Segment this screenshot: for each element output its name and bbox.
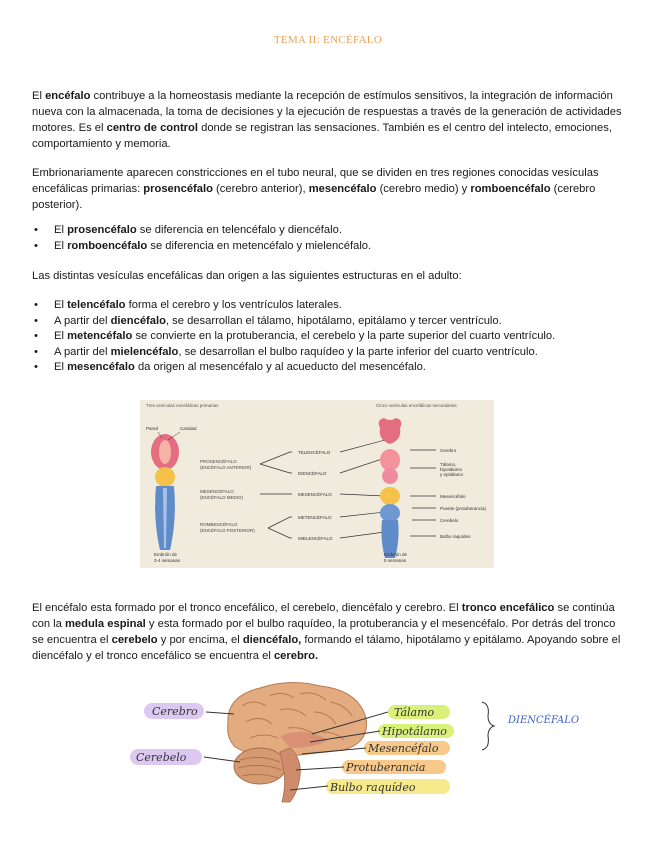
r-cerebelo-label: Cerebelo (440, 518, 459, 523)
cerebelo-label: Cerebelo (136, 751, 187, 764)
rombencefalo-sub: (ENCÉFALO POSTERIOR) (200, 528, 255, 533)
protuberancia-label: Protuberancia (346, 761, 426, 774)
mielencefalo-label: MIELENCÉFALO (298, 536, 333, 541)
metencefalo-label: METENCÉFALO (298, 515, 332, 520)
mesencefalo-sub: (ENCÉFALO MEDIO) (200, 495, 244, 500)
mesencefalo2-label: MESENCÉFALO (298, 492, 332, 497)
r-talamo-label-1: Tálamo, (440, 462, 457, 467)
r-cerebro-label: Cerebro (440, 448, 457, 453)
cerebro-label: Cerebro (152, 705, 198, 718)
embryonic-vesicles-figure (140, 400, 494, 568)
rombencefalo-label: ROMBENCÉFALO (200, 522, 238, 527)
list-item: • A partir del mielencéfalo, se desarrollan el bulbo raquídeo y la parte inferior del cuarto ventrículo. (32, 345, 632, 361)
diencefalo-label: DIENCÉFALO (298, 471, 327, 476)
intro-paragraph: El encéfalo contribuye a la homeostasis mediante la recepción de estímulos sensitivos, la integración de información nueva con la almacenada, la toma de decisiones y la ejecución de respuestas a través de la generación de actividades motores. Es el centro de control donde se registran las sensaciones. También es el centro del intelecto, emociones, comportamiento y memoria. (32, 90, 622, 150)
embrion-left-2: 3-4 semanas (154, 558, 181, 563)
list-item: • El metencéfalo se convierte en la protuberancia, el cerebelo y la parte superior del cuarto ventrículo. (32, 329, 632, 345)
list-item: • A partir del diencéfalo, se desarrollan el tálamo, hipotálamo, epitálamo y tercer ventrículo. (32, 314, 632, 330)
r-puente-label: Puente (protuberancia) (440, 506, 487, 511)
mesencefalo-label: Mesencéfalo (368, 742, 439, 755)
talamo-label: Tálamo (394, 706, 435, 719)
r-talamo-label-2: hipotálamo (440, 467, 463, 472)
embrion-left-1: Embrión de (154, 552, 178, 557)
structures-intro: Las distintas vesículas encefálicas dan origen a las siguientes estructuras en el adulto: (32, 270, 462, 282)
structures-list (32, 298, 632, 376)
r-bulbo-label: Bulbo raquídeo (440, 534, 471, 539)
list-item: • El prosencéfalo se diferencia en telencéfalo y diencéfalo. (32, 223, 632, 239)
prosencefalo-sub: (ENCÉFALO ANTERIOR) (200, 465, 252, 470)
hipotalamo-label: Hipotálamo (382, 725, 447, 738)
list-item: • El telencéfalo forma el cerebro y los ventrículos laterales. (32, 298, 632, 314)
embryology-paragraph: Embrionariamente aparecen constricciones en el tubo neural, que se dividen en tres regiones conocidas vesículas encefálicas primarias: prosencéfalo (cerebro anterior), mesencéfalo (cerebro medio) y romboencéfalo (cerebro posterior). (32, 167, 599, 211)
r-talamo-label-3: y epitálamo (440, 472, 464, 477)
right-heading: Cinco vesículas encefálicas secundarias (376, 403, 457, 408)
page-title: TEMA II: ENCÉFALO (273, 34, 383, 46)
left-heading: Tres vesículas encefálicas primarias (146, 403, 219, 408)
mesencefalo-label: MESENCÉFALO (200, 489, 234, 494)
list-item: • El romboencéfalo se diferencia en metencéfalo y mielencéfalo. (32, 239, 632, 255)
bulbo-label: Bulbo raquídeo (330, 781, 416, 794)
list-item: • El mesencéfalo da origen al mesencéfalo y al acueducto del mesencéfalo. (32, 360, 632, 376)
cavidad-label: Cavidad (180, 426, 197, 431)
telencefalo-label: TELENCÉFALO (298, 450, 331, 455)
anatomy-paragraph: El encéfalo esta formado por el tronco encefálico, el cerebelo, diencéfalo y cerebro. El tronco encefálico se continúa con la medula espinal y esta formado por el bulbo raquídeo, la protuberancia y el mesencéfalo. Por detrás del tronco se encuentra el cerebelo y por encima, el diencéfalo, formando el tálamo, hipotálamo y epitálamo. Apoyando sobre el diencéfalo y el tronco encefálico se encuentra el cerebro. (32, 602, 621, 662)
pared-label: Pared (146, 426, 159, 431)
brain-sagittal-figure (130, 676, 610, 806)
diencefalo-label: DIENCÉFALO (508, 715, 580, 726)
embrion-right-1: Embrión de (384, 552, 408, 557)
prosencefalo-label: PROSENCÉFALO (200, 459, 237, 464)
differentiation-list (32, 223, 632, 254)
r-mesencefalo-label: Mesencéfalo (440, 494, 466, 499)
embrion-right-2: 5 semanas (384, 558, 407, 563)
